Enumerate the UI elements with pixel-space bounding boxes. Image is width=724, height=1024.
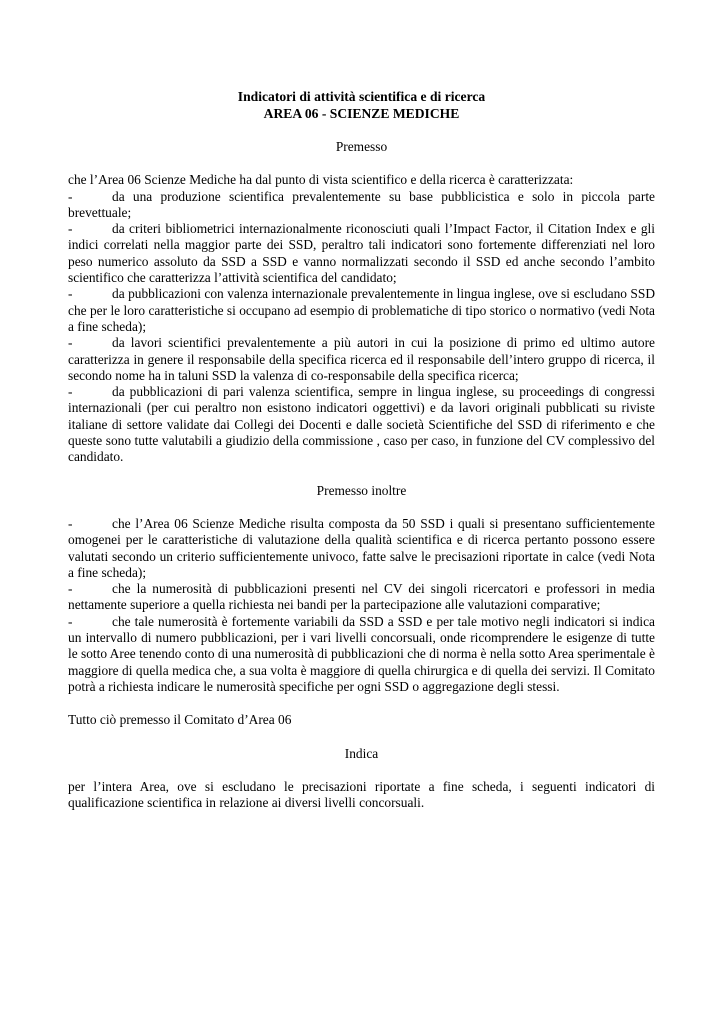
- title-line-1: Indicatori di attività scientifica e di ricerca: [237, 89, 486, 104]
- list-item-text: da pubblicazioni di pari valenza scientifica, sempre in lingua inglese, su proceedings di congressi internazionali (per cui peraltro non esistono indicatori oggettivi) e da lavori originali pubblicati su riviste italiane di settore validate dai Collegi dei Docenti e dalle società Scientifiche del SSD di riferimento e che queste sono tutte valutabili a giudizio della commissione , caso per caso, in funzione del CV complessivo del candidato.: [68, 384, 655, 465]
- closing-paragraph: per l’intera Area, ove si escludano le precisazioni riportate a fine scheda, i seguenti indicatori di qualificazione scientifica in relazione ai diversi livelli concorsuali.: [68, 778, 655, 811]
- list-item: [68, 335, 655, 384]
- list-item: [68, 614, 655, 695]
- list-item: [68, 286, 655, 335]
- list-bullet: -: [68, 384, 73, 400]
- list-item-text: che tale numerosità è fortemente variabili da SSD a SSD e per tale motivo negli indicatori si indica un intervallo di numero pubblicazioni, per i vari livelli concorsuali, onde ricomprendere le esigenze di tutte le sotto Aree tenendo conto di una numerosità di pubblicazioni che di norma è nella sotto Area sperimentale è maggiore di quella medica che, a sua volta è maggiore di quella chirurgica e di quella dei servizi. Il Comitato potrà a richiesta indicare le numerosità specifiche per ogni SSD o aggregazione degli stessi.: [68, 613, 655, 694]
- list-item-text: da lavori scientifici prevalentemente a più autori in cui la posizione di primo ed ultimo autore caratterizza in genere il responsabile della specifica ricerca ed il responsabile dell’intero gruppo di ricerca, il secondo nome ha in taluni SSD la valenza di co-responsabile della specifica ricerca;: [68, 335, 655, 383]
- heading-premesso: Premesso: [335, 139, 388, 154]
- list-bullet: -: [68, 286, 73, 302]
- list-item: [68, 384, 655, 465]
- premesso-inoltre-list: [68, 516, 655, 695]
- title-line-2: AREA 06 - SCIENZE MEDICHE: [263, 106, 460, 121]
- list-bullet: -: [68, 581, 73, 597]
- list-bullet: -: [68, 335, 73, 351]
- heading-indica: Indica: [344, 745, 379, 761]
- document-title: [68, 88, 655, 122]
- list-bullet: -: [68, 221, 73, 237]
- list-item-text: che la numerosità di pubblicazioni presenti nel CV dei singoli ricercatori e professori in media nettamente superiore a quella richiesta nei bandi per la partecipazione alle valutazioni comparative;: [68, 581, 655, 613]
- intro-paragraph: che l’Area 06 Scienze Mediche ha dal punto di vista scientifico e della ricerca è caratterizzata:: [68, 172, 574, 188]
- list-bullet: -: [68, 613, 73, 629]
- document-body: [68, 88, 655, 811]
- list-item: [68, 189, 655, 222]
- premesso-list: [68, 189, 655, 466]
- list-bullet: -: [68, 515, 73, 531]
- list-item: [68, 581, 655, 614]
- list-bullet: -: [68, 188, 73, 204]
- list-item-text: che l’Area 06 Scienze Mediche risulta composta da 50 SSD i quali si presentano sufficientemente omogenei per le caratteristiche di valutazione della qualità scientifica e di ricerca pertanto possono essere valutati secondo un criterio sufficientemente univoco, fatte salve le precisazioni riportate in calce (vedi Nota a fine scheda);: [68, 515, 655, 580]
- list-item-text: da pubblicazioni con valenza internazionale prevalentemente in lingua inglese, ove si escludano SSD che per le loro caratteristiche si occupano ad esempio di problematiche di tipo storico o normativo (vedi Nota a fine scheda);: [68, 286, 655, 334]
- list-item: [68, 221, 655, 286]
- list-item-text: da una produzione scientifica prevalentemente su base pubblicistica e solo in piccola parte brevettuale;: [68, 188, 655, 220]
- list-item: [68, 516, 655, 581]
- heading-premesso-inoltre: Premesso inoltre: [316, 482, 407, 498]
- premise-close: Tutto ciò premesso il Comitato d’Area 06: [68, 712, 292, 728]
- list-item-text: da criteri bibliometrici internazionalmente riconosciuti quali l’Impact Factor, il Citation Index e gli indici correlati nella maggior parte dei SSD, peraltro tali indicatori sono fortemente differenziati nel loro peso numerico assoluto da SSD a SSD e vanno normalizzati secondo il SSD ed anche secondo l’ambito scientifico che caratterizza l’attività scientifica del candidato;: [68, 221, 655, 286]
